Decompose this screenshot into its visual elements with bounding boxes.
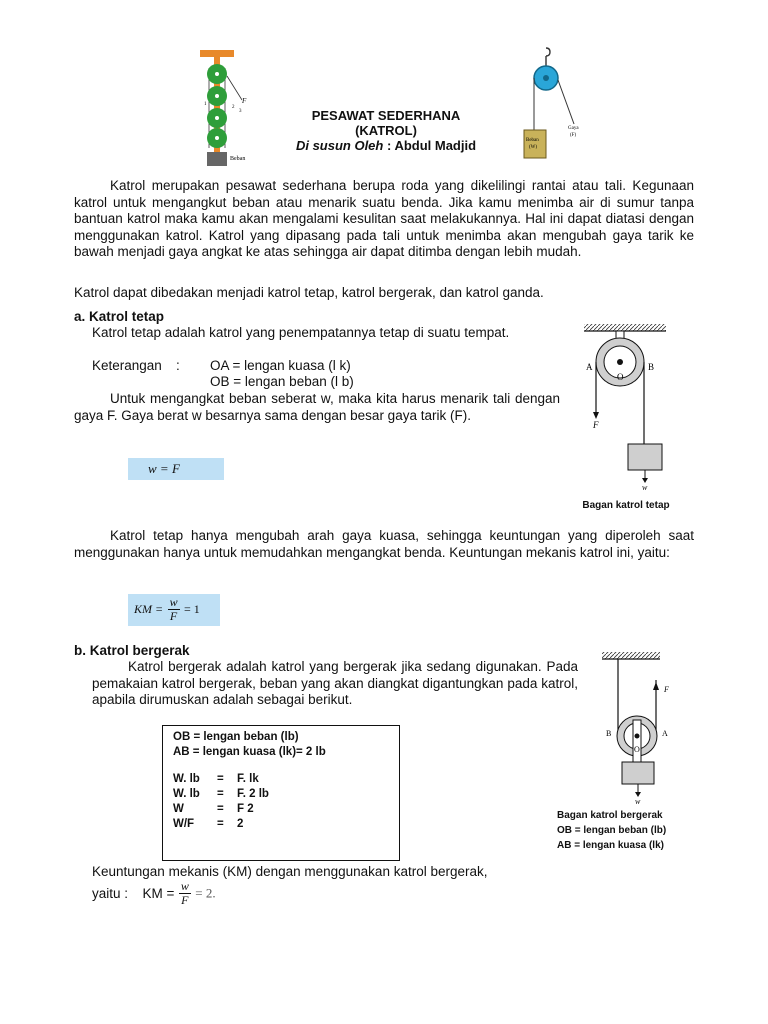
bucket-weight-label: (W) [529, 145, 538, 150]
force-label: F [664, 685, 669, 694]
point-o-label: O [634, 745, 640, 754]
classification-paragraph: Katrol dapat dibedakan menjadi katrol tetap, katrol bergerak, dan katrol ganda. [74, 285, 544, 300]
point-a-label: A [586, 362, 593, 372]
legend-line-2: OB = lengan beban (l b) [210, 374, 354, 389]
box-row: W. lb = F. 2 lb [173, 788, 269, 800]
box-line-1: OB = lengan beban (lb) [173, 731, 299, 743]
bucket-label: Beban [526, 138, 539, 143]
pulley-mount [633, 720, 641, 762]
formula-text: w = F [148, 461, 180, 476]
title-block [262, 108, 510, 153]
km-denominator: F [169, 609, 178, 623]
box-line-2: AB = lengan kuasa (lk)= 2 lb [173, 746, 326, 758]
caption-line: OB = lengan beban (lb) [557, 825, 667, 836]
rope-number: 2 [232, 105, 235, 110]
section-b-heading: b. Katrol bergerak [74, 643, 190, 658]
ceiling-beam [200, 50, 234, 57]
km-fraction [168, 596, 180, 623]
document-subtitle: (KATROL) [355, 123, 417, 138]
caption-line: Bagan katrol bergerak [557, 810, 663, 821]
point-b-label: B [648, 362, 655, 372]
author-line [262, 138, 510, 153]
load-block [207, 152, 227, 166]
load-block [622, 762, 654, 784]
derivation-box [162, 725, 400, 861]
hook-icon [546, 48, 550, 56]
force-symbol: (F) [570, 133, 577, 138]
section-a-heading: a. Katrol tetap [74, 309, 165, 324]
point-b-label: B [606, 729, 612, 738]
rope-number: 1 [204, 102, 207, 107]
force-label: F [593, 420, 599, 430]
section-a-km-paragraph: Katrol tetap hanya mengubah arah gaya kuasa, sehingga keuntungan yang diperoleh saat menggunakan hanya untuk memudahkan mengangkat benda. Keuntungan mekanis katrol ini, yaitu: [74, 528, 694, 560]
moving-pulley-diagram [598, 650, 688, 806]
formula-km-fixed [128, 594, 220, 626]
legend-block [92, 358, 351, 375]
force-arrow [653, 682, 659, 690]
km-lhs: KM = [134, 602, 164, 616]
km-numerator: w [180, 879, 189, 893]
section-b-definition: Katrol bergerak adalah katrol yang bergerak jika sedang digunakan. Pada pemakaian katrol bergerak, beban yang akan diangkat digantungkan pada katrol, apabila dirumuskan adalah sebagai berikut. [92, 659, 578, 707]
fixed-pulley-caption: Bagan katrol tetap [582, 500, 670, 511]
legend-colon: : [176, 358, 180, 373]
box-row: W = F 2 [173, 803, 254, 815]
moving-pulley-caption [557, 808, 666, 853]
km-fraction [179, 880, 191, 907]
load-block [628, 444, 662, 470]
point-a-label: A [662, 729, 668, 738]
load-label: Beban [230, 156, 246, 162]
force-arrow [593, 412, 599, 419]
author-prefix: Di susun Oleh [295, 138, 384, 153]
section-b-km-text: Keuntungan mekanis (KM) dengan menggunakan katrol bergerak, [92, 864, 488, 879]
km-denominator: F [181, 893, 189, 907]
author-name: Abdul Madjid [394, 138, 477, 153]
rope-number: 3 [239, 109, 242, 114]
document-title: PESAWAT SEDERHANA [311, 108, 461, 123]
box-row: W/F = 2 [173, 818, 244, 830]
km-yaitu: yaitu : [92, 886, 129, 901]
ceiling [584, 324, 666, 331]
km-lhs: KM = [142, 886, 175, 901]
caption-line: AB = lengan kuasa (lk) [557, 840, 664, 851]
formula-w-equals-f [128, 458, 224, 480]
fixed-pulley-diagram [582, 318, 682, 490]
bucket [524, 130, 546, 158]
force-label: F [242, 97, 247, 105]
weight-label: w [642, 483, 648, 490]
legend-line-1: OA = lengan kuasa (l k) [210, 358, 351, 373]
intro-paragraph: Katrol merupakan pesawat sederhana berupa roda yang dikelilingi rantai atau tali. Kegunaan katrol untuk mengangkut beban atau menarik suatu benda. Jika kamu menimba air di sumur tanpa bantuan katrol maka kamu akan mengalami kesulitan saat melakukannya. Hal ini dapat diatasi dengan menggunakan katrol. Katrol yang dipasang pada tali untuk menimba akan mengubah gaya tarik ke bawah menjadi gaya angkat ke atas sehingga air dapat ditimba dengan lebih mudah. [74, 178, 694, 259]
ceiling [602, 652, 660, 659]
bucket-pulley-illustration [512, 44, 588, 164]
formula-km-moving [92, 880, 216, 907]
km-numerator: w [169, 595, 178, 609]
compound-pulley-illustration [198, 48, 262, 172]
section-a-explanation: Untuk mengangkat beban seberat w, maka kita harus menarik tali dengan gaya F. Gaya berat w besarnya sama dengan besar gaya tarik (F). [74, 391, 560, 423]
km-rhs: = 2. [195, 885, 216, 901]
section-a-definition: Katrol tetap adalah katrol yang penempatannya tetap di suatu tempat. [92, 325, 510, 340]
point-o-label: O [617, 372, 624, 382]
km-rhs: = 1 [184, 602, 200, 616]
box-row: W. lb = F. lk [173, 773, 259, 785]
weight-label: w [635, 797, 641, 806]
legend-label: Keterangan [92, 358, 162, 373]
force-label: Gaya [568, 126, 579, 131]
author-separator: : [383, 138, 395, 153]
